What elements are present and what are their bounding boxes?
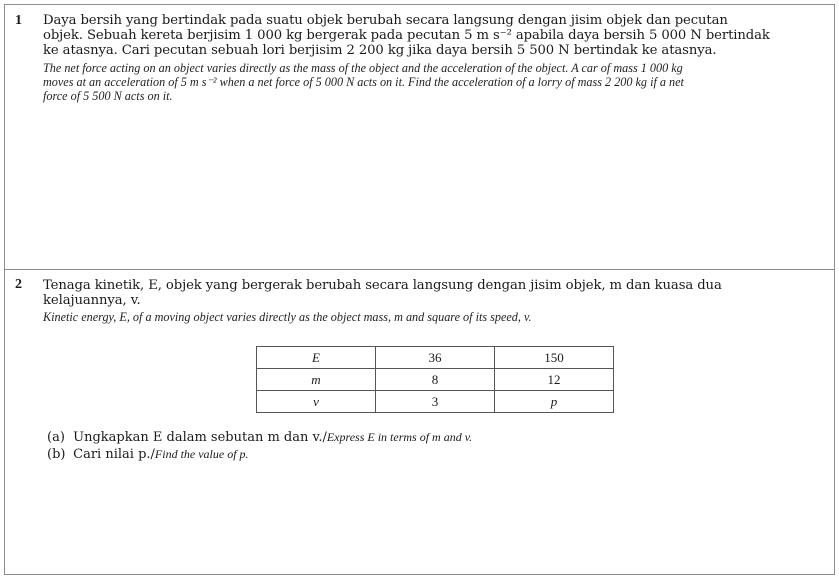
- worksheet: [4, 4, 835, 575]
- question-text-malay: [43, 278, 826, 308]
- sub-question-label: (a): [47, 430, 65, 445]
- sub-questions: [47, 429, 472, 463]
- text-line: Daya bersih yang bertindak pada suatu objek berubah secara langsung dengan jisim objek dan pecutan: [43, 13, 728, 28]
- sub-question-english: Find the value of p.: [154, 447, 249, 461]
- text-line: Tenaga kinetik, E, objek yang bergerak berubah secara langsung dengan jisim objek, m dan kuasa dua: [43, 278, 722, 293]
- text-line: kelajuannya, v.: [43, 293, 141, 308]
- question-text-english: [43, 310, 826, 324]
- table-cell: v: [257, 391, 376, 413]
- table-cell: m: [257, 369, 376, 391]
- table-row: [257, 391, 614, 413]
- text-line: ke atasnya. Cari pecutan sebuah lori berjisim 2 200 kg jika daya bersih 5 500 N bertindak ke atasnya.: [43, 43, 717, 58]
- sub-question-english: Express E in terms of m and v.: [326, 430, 473, 444]
- table-cell: 3: [376, 391, 495, 413]
- question-text-english: [43, 61, 826, 103]
- question-1: [5, 5, 834, 270]
- table-cell: p: [495, 391, 614, 413]
- table-cell: 36: [376, 347, 495, 369]
- values-table: [256, 346, 614, 413]
- text-line: Kinetic energy, E, of a moving object varies directly as the object mass, m and square of its speed, v.: [43, 310, 532, 324]
- sub-question-b: [47, 446, 472, 463]
- text-line: force of 5 500 N acts on it.: [43, 89, 173, 103]
- table-cell: 150: [495, 347, 614, 369]
- question-2: [5, 270, 834, 574]
- table-row: [257, 347, 614, 369]
- table-row: [257, 369, 614, 391]
- sub-question-malay: Ungkapkan E dalam sebutan m dan v./: [73, 430, 327, 445]
- table-cell: E: [257, 347, 376, 369]
- sub-question-a: [47, 429, 472, 446]
- text-line: The net force acting on an object varies directly as the mass of the object and the acceleration of the object. A car of mass 1 000 kg: [43, 61, 683, 75]
- text-line: objek. Sebuah kereta berjisim 1 000 kg bergerak pada pecutan 5 m s⁻² apabila daya bersih 5 000 N bertindak: [43, 28, 770, 43]
- table-cell: 8: [376, 369, 495, 391]
- question-text-malay: [43, 13, 826, 58]
- question-number: 1: [15, 13, 22, 28]
- text-line: moves at an acceleration of 5 m s⁻² when a net force of 5 000 N acts on it. Find the acceleration of a lorry of mass 2 200 kg if a net: [43, 75, 684, 89]
- sub-question-malay: Cari nilai p./: [73, 447, 155, 462]
- table-cell: 12: [495, 369, 614, 391]
- question-number: 2: [15, 277, 22, 292]
- sub-question-label: (b): [47, 447, 66, 462]
